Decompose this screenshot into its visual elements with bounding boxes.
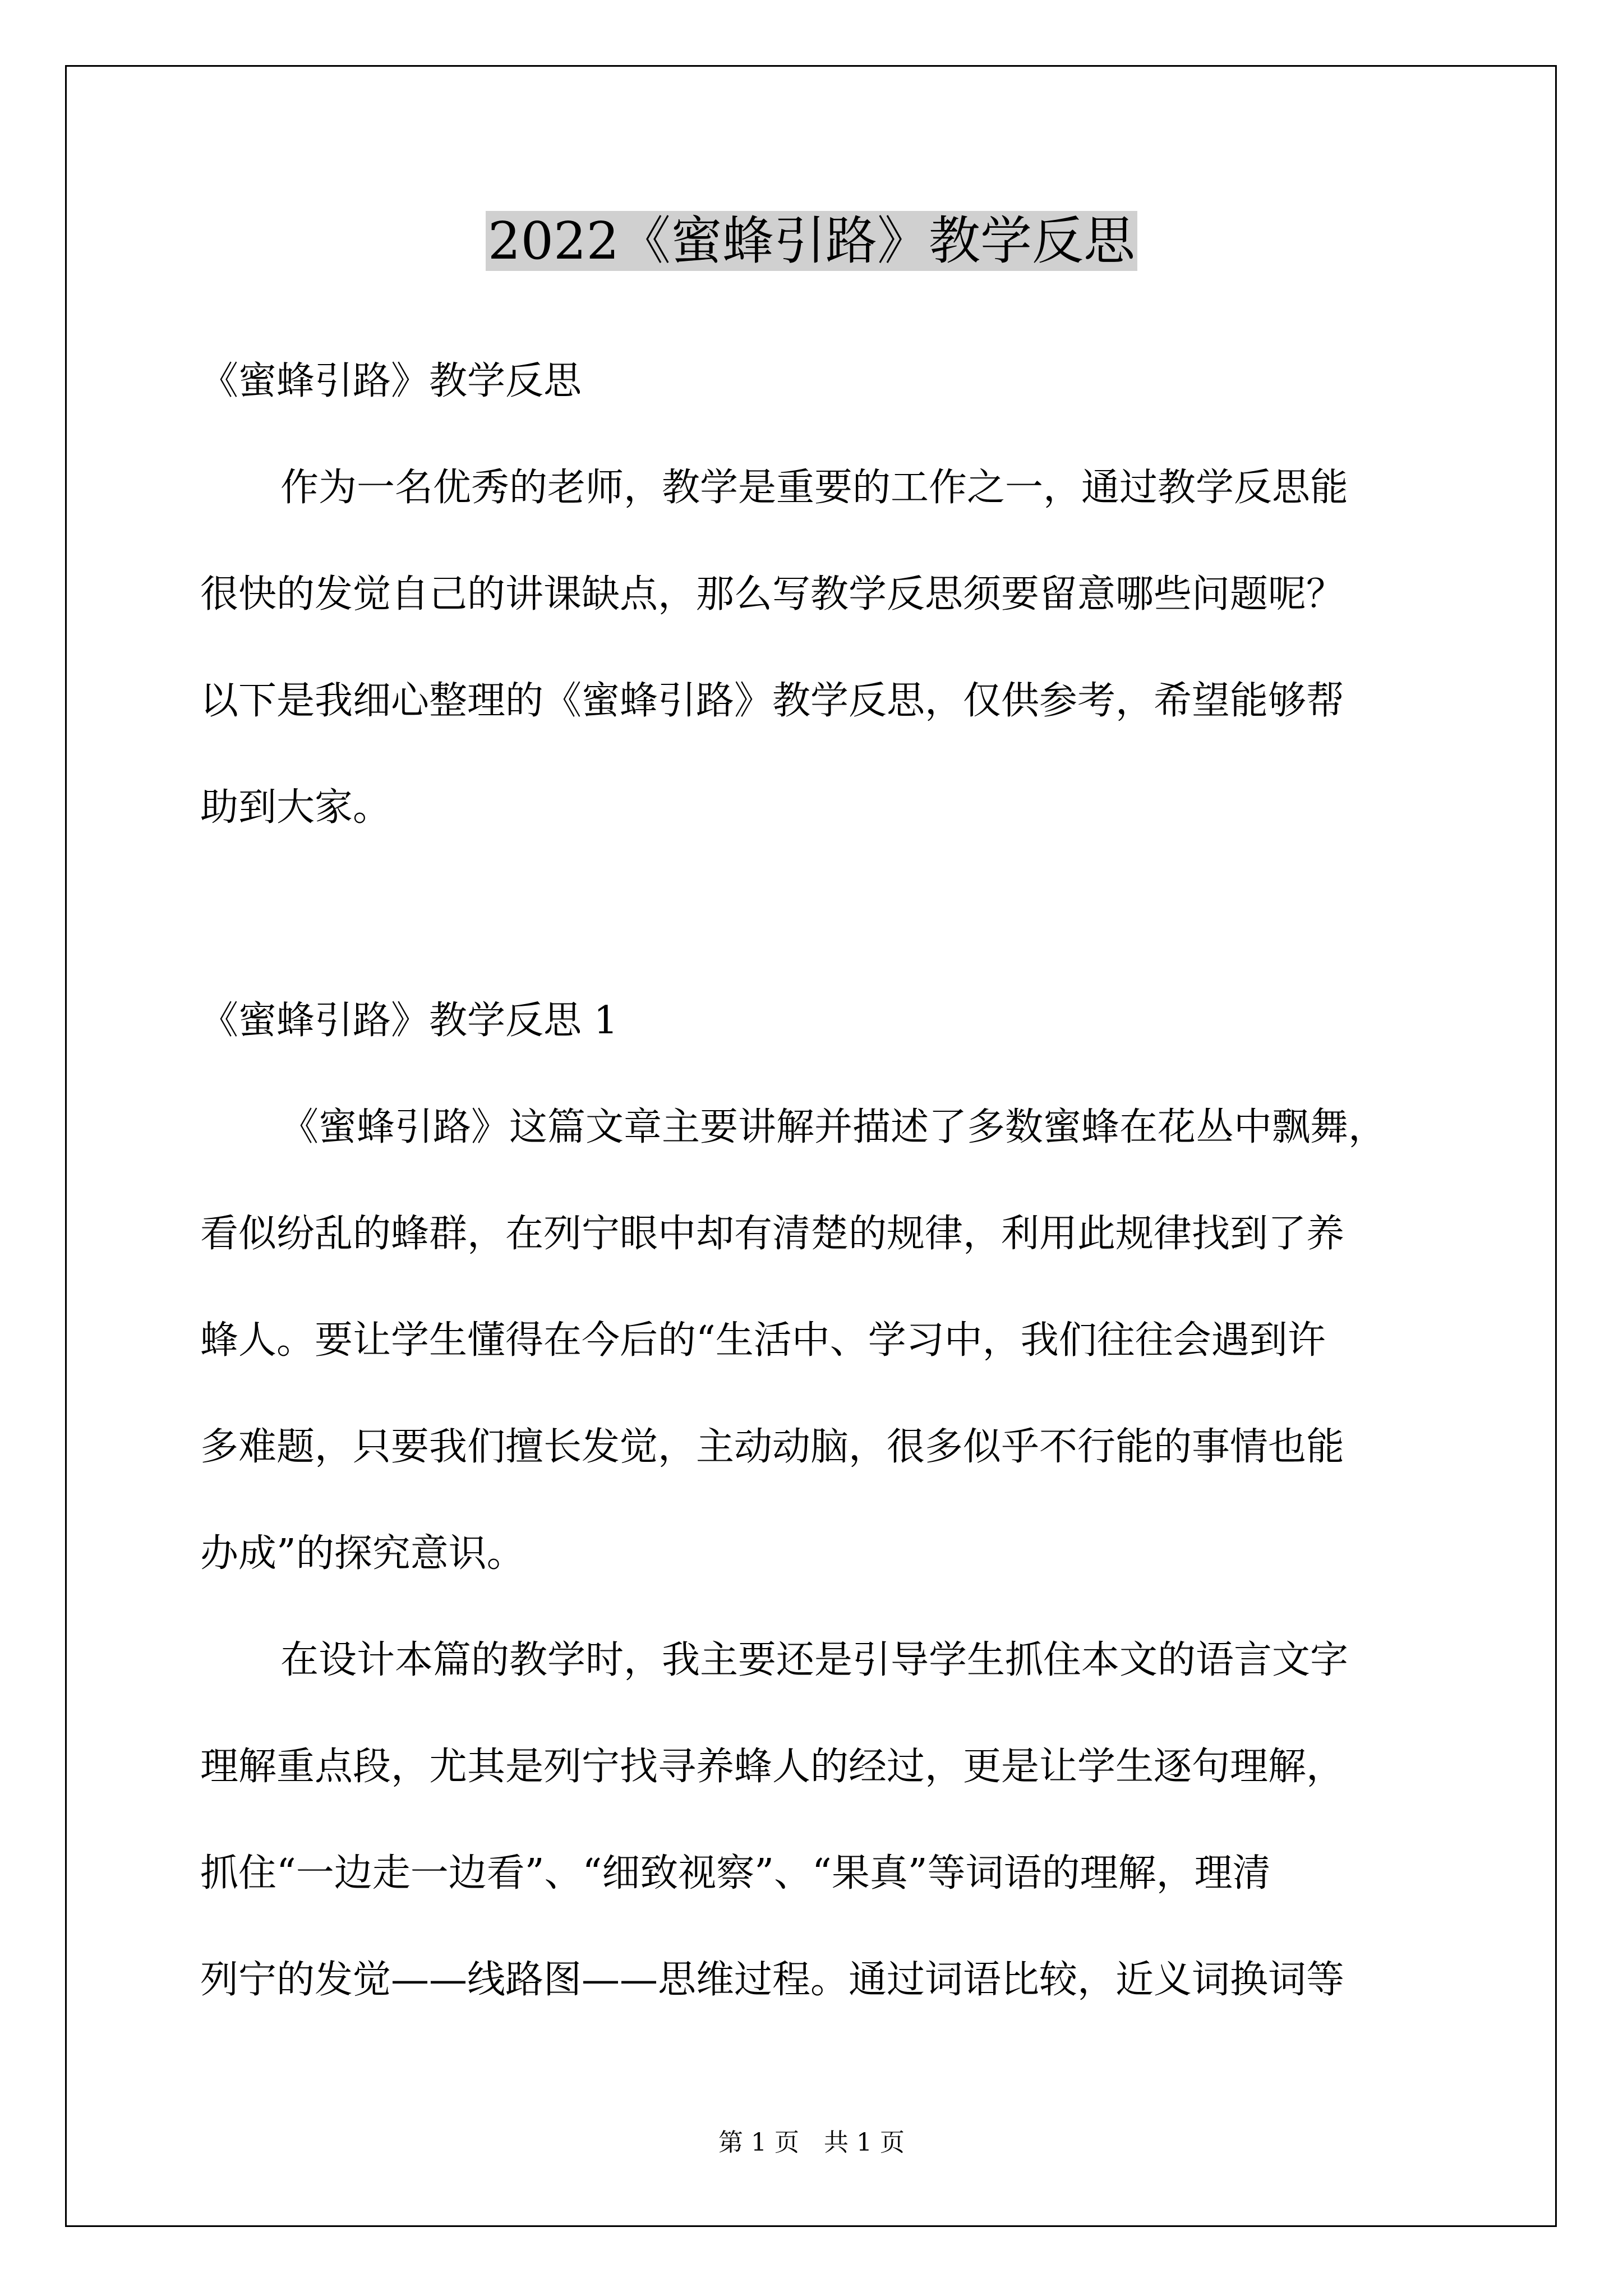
paragraph1-line: 看似纷乱的蜂群，在列宁眼中却有清楚的规律，利用此规律找到了养 [200,1212,1345,1256]
intro-line: 以下是我细心整理的《蜜蜂引路》教学反思，仅供参考，希望能够帮 [200,679,1345,723]
paragraph1-line: 多难题，只要我们擅长发觉，主动动脑，很多似乎不行能的事情也能 [200,1425,1345,1469]
paragraph1-line: 《蜜蜂引路》这篇文章主要讲解并描述了多数蜜蜂在花丛中飘舞， [280,1105,1387,1149]
document-subtitle: 《蜜蜂引路》教学反思 [200,359,582,403]
paragraph1-line: 蜂人。要让学生懂得在今后的“生活中、学习中，我们往往会遇到许 [200,1318,1326,1363]
paragraph2-line: 抓住“一边走一边看”、“细致视察”、“果真”等词语的理解，理清 [200,1851,1271,1895]
page-footer: 第 1 页 共 1 页 [718,2128,905,2157]
intro-line: 助到大家。 [200,785,391,830]
paragraph2-line: 列宁的发觉——线路图——思维过程。通过词语比较，近义词换词等 [200,1958,1345,2002]
intro-line: 作为一名优秀的老师，教学是重要的工作之一，通过教学反思能 [280,466,1349,510]
paragraph2-line: 在设计本篇的教学时，我主要还是引导学生抓住本文的语言文字 [280,1638,1349,1682]
document-title [0,202,1623,280]
section-heading: 《蜜蜂引路》教学反思 1 [200,999,618,1043]
paragraph2-line: 理解重点段，尤其是列宁找寻养蜂人的经过，更是让学生逐句理解， [200,1745,1345,1789]
document-title-text: 2022《蜜蜂引路》教学反思 [486,211,1137,271]
paragraph1-line: 办成”的探究意识。 [200,1531,525,1576]
intro-line: 很快的发觉自己的讲课缺点，那么写教学反思须要留意哪些问题呢？ [200,572,1345,616]
